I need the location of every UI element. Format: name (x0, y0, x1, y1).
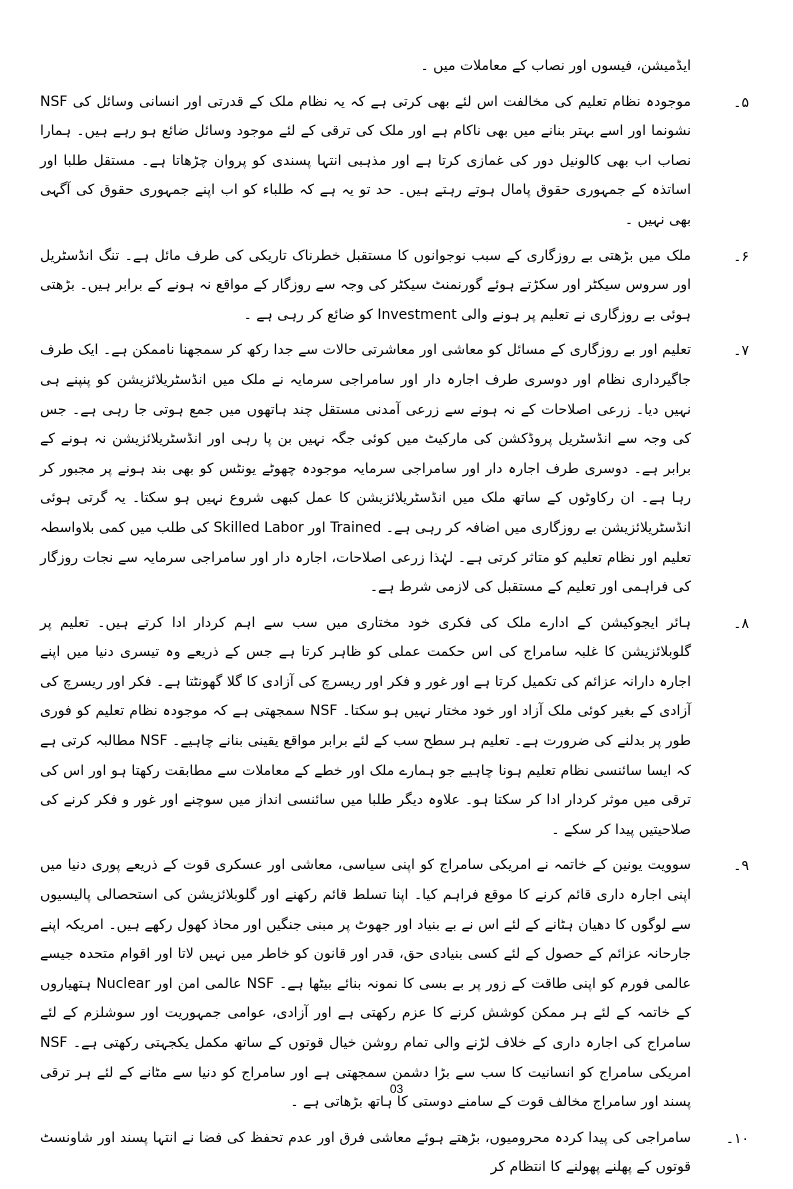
list-item-8 (40, 609, 753, 846)
page-number: 03 (389, 1082, 404, 1096)
list-item-7 (40, 336, 753, 602)
list-item-5 (40, 88, 753, 236)
item-text: ہائر ایجوکیشن کے ادارے ملک کی فکری خود مختاری میں سب سے اہم کردار ادا کرتے ہیں۔ تعلیم پر گلوبلائزیشن کا غلبہ سامراج کی اس حکمت عملی کو ظاہر کرتا ہے جس کے ذریعے وہ تیسری دنیا میں اپنے اجارہ دارانہ عزائم کی تکمیل کرتا ہے اور غور و فکر اور ریسرچ کی آزادی کا گلا گھونٹتا ہے۔ فکر اور ریسرچ کی آزادی کے بغیر کوئی ملک آزاد اور خود مختار نہیں ہو سکتا۔ NSF سمجھتی ہے کہ موجودہ نظام تعلیم کو فوری طور پر بدلنے کی ضرورت ہے۔ تعلیم ہر سطح سب کے لئے برابر مواقع یقینی بنانے چاہیے۔ NSF مطالبہ کرتی ہے کہ ایسا سائنسی نظام تعلیم ہونا چاہیے جو ہمارے ملک اور خطے کے معاملات سے مطابقت رکھتا ہو اور اس کی ترقی میں موثر کردار ادا کر سکتا ہو۔ علاوہ دیگر طلبا میں سائنسی انداز میں سوچنے اور غور و فکر کرنے کی صلاحیتیں پیدا کر سکے ۔ (40, 614, 691, 838)
item-number: ۷۔ (733, 343, 749, 360)
item-number: ۵۔ (733, 94, 749, 111)
list-item-9 (40, 851, 753, 1117)
item-text: سوویت یونین کے خاتمہ نے امریکی سامراج کو اپنی سیاسی، معاشی اور عسکری قوت کے ذریعے پوری دنیا میں اپنی اجارہ داری قائم کرنے کا موقع فراہم کیا۔ اپنا تسلط قائم رکھنے اور گلوبلائزیشن کی استحصالی پالیسیوں سے لوگوں کا دھیان ہٹانے کے لئے اس نے بے بنیاد اور جھوٹ پر مبنی جنگیں اور محاذ کھول رکھے ہیں۔ امریکہ اپنے جارحانہ عزائم کے حصول کے لئے کسی بنیادی حق، قدر اور قانون کو خاطر میں نہیں لاتا اور اقوام متحدہ جیسے عالمی فورم کو اپنی طاقت کے زور پر بے بسی کا نمونہ بنائے بیٹھا ہے۔ NSF عالمی امن اور Nuclear ہتھیاروں کے خاتمہ کے لئے ہر ممکن کوشش کرنے کا عزم رکھتی ہے اور آزادی، عوامی جمہوریت اور سوشلزم کے لئے سامراج کی اجارہ داری کے خلاف لڑنے والی تمام روشن خیال قوتوں کے ساتھ مکمل یکجہتی رکھتی ہے۔ NSF امریکی سامراج کو انسانیت کا سب سے بڑا دشمن سمجھتی ہے اور سامراج کو دنیا سے مٹانے کے لئے ہر ترقی پسند اور سامراج مخالف قوت کے سامنے دوستی کا ہاتھ بڑھاتی ہے ۔ (40, 857, 692, 1111)
item-text: ملک میں بڑھتی بے روزگاری کے سبب نوجوانوں کا مستقبل خطرناک تاریکی کی طرف مائل ہے۔ تنگ انڈسٹریل اور سروس سیکٹر اور سکڑتے ہوئے گورنمنٹ سیکٹر کی وجہ سے روزگار کے مواقع نہ ہونے کے برابر ہیں۔ بڑھتی ہوئی بے روزگاری نے تعلیم پر ہونے والی Investment کو ضائع کر رہی ہے ۔ (40, 247, 691, 323)
item-number: ۱۰۔ (725, 1130, 749, 1147)
item-text: NSF موجودہ نظام تعلیم کی مخالفت اس لئے بھی کرتی ہے کہ یہ نظام ملک کے قدرتی اور انسانی وسائل کی نشونما اور اسے بہتر بنانے میں بھی ناکام ہے اور ملک کی ترقی کے لئے موجود وسائل ضائع ہو رہے ہیں۔ ہمارا نصاب اب بھی کالونیل دور کی غمازی کرتا ہے اور مذہبی انتہا پسندی کو پروان چڑھاتا ہے۔ مستقل طلبا اور اساتذہ کے جمہوری حقوق پامال ہوتے رہتے ہیں۔ حد تو یہ ہے کہ طلباء کو اب اپنے جمہوری حقوق کی آگہی بھی نہیں ۔ (40, 93, 691, 228)
list-item-6 (40, 242, 753, 331)
continuation-paragraph (40, 52, 753, 82)
item-text: سامراجی کی پیدا کردہ محرومیوں، بڑھتے ہوئے معاشی فرق اور عدم تحفظ کی فضا نے انتہا پسند اور شاونسٹ قوتوں کے پھلنے پھولنے کا انتظام کر (40, 1129, 691, 1176)
continuation-text: ایڈمیشن، فیسوں اور نصاب کے معاملات میں ۔ (420, 58, 691, 74)
item-number: ۹۔ (733, 858, 749, 875)
item-number: ۶۔ (733, 248, 749, 265)
item-text: تعلیم اور بے روزگاری کے مسائل کو معاشی اور معاشرتی حالات سے جدا رکھ کر سمجھنا ناممکن ہے۔ ایک طرف جاگیرداری نظام اور دوسری طرف اجارہ دار اور سامراجی سرمایہ نے ملک میں انڈسٹریلائزیشن کو پنپنے ہی نہیں دیا۔ زرعی اصلاحات کے نہ ہونے سے زرعی آمدنی مستقل چند ہاتھوں میں جمع ہوتی جا رہی ہے۔ جس کی وجہ سے انڈسٹریل پروڈکشن کی مارکیٹ میں کوئی جگہ نہیں بن پا رہی اور انڈسٹریلائزیشن نہ ہونے کے برابر ہے۔ دوسری طرف اجارہ دار اور سامراجی سرمایہ موجودہ چھوٹے یونٹس کو بھی بند ہونے پر مجبور کر رہا ہے۔ ان رکاوٹوں کے ساتھ ملک میں انڈسٹریلائزیشن کا عمل کبھی شروع نہیں ہو سکتا۔ یہ گرتی ہوئی انڈسٹریلائزیشن بے روزگاری میں اضافہ کر رہی ہے۔ Trained اور Skilled Labor کی طلب میں کمی بلاواسطہ تعلیم اور نظام تعلیم کو متاثر کرتی ہے۔ لہٰذا زرعی اصلاحات، اجارہ دار اور سامراجی سرمایہ سے نجات روزگار کی فراہمی اور تعلیم کے مستقبل کی لازمی شرط ہے۔ (40, 342, 692, 596)
item-number: ۸۔ (733, 615, 749, 632)
document-body (40, 52, 753, 1189)
list-item-10 (40, 1124, 753, 1183)
